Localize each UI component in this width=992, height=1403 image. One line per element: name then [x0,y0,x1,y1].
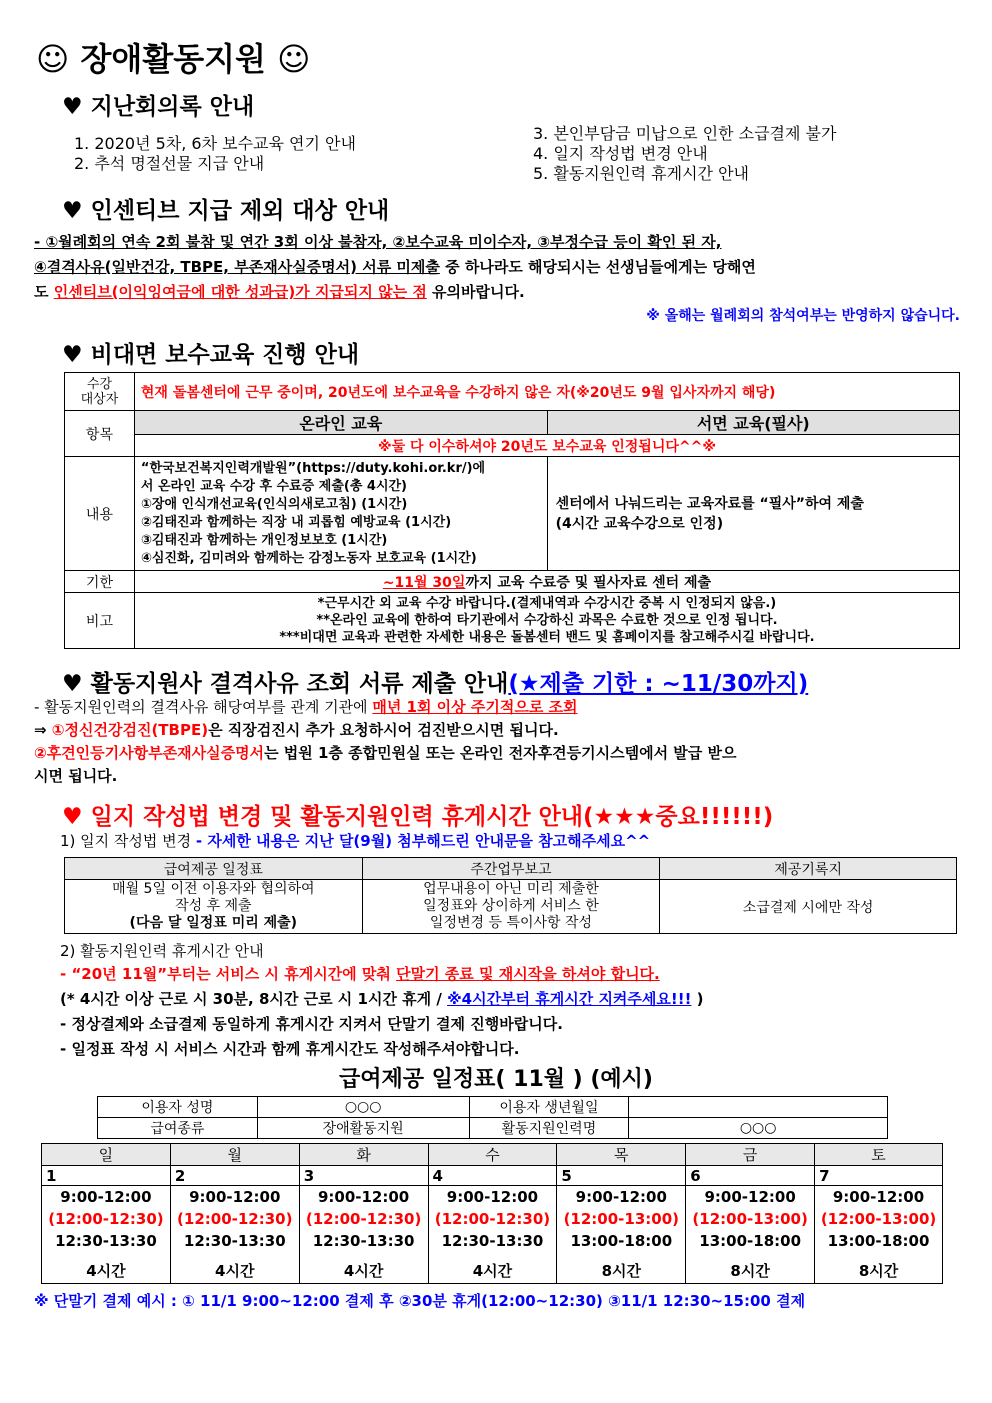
deadline-value: ~11월 30일까지 교육 수료증 및 필사자료 센터 제출 [134,571,959,593]
education-table [64,372,960,649]
rest-bullet-1: - “20년 11월”부터는 서비스 시 휴게시간에 맞춰 단말기 종료 및 재시작을 하셔야 합니다. [60,965,660,983]
logbook-table [64,857,957,934]
info-type-value: 장애활동지원 [257,1118,469,1139]
day-cell: 9:00-12:00 (12:00-13:00) 13:00-18:00 8시간 [686,1186,815,1284]
col-offline: 서면 교육(필사) [547,411,959,435]
weekday-header: 화 [299,1144,428,1166]
notes-value: *근무시간 외 교육 수강 바랍니다.(결제내역과 수강시간 중복 시 인정되지 않음.) **온라인 교육에 한하여 타기관에서 수강하신 과목은 수료한 것으로 인정 됩니다. ***비대면 교육과 관련한 자세한 내용은 돌봄센터 밴드 및 홈페이지를 참고해주시길 바랍니다. [134,593,959,649]
disq-line-1: - 활동지원인력의 결격사유 해당여부를 관계 기관에 매년 1회 이상 주기적으로 조회 [34,698,578,716]
both-required-note: ※둘 다 이수하셔야 20년도 보수교육 인정됩니다^^※ [134,435,959,457]
section-heading-logbook: ♥ 일지 작성법 변경 및 활동지원인력 휴게시간 안내(★★★중요!!!!!!) [62,804,774,830]
logbook-cell-schedule: 매월 5일 이전 이용자와 협의하여 작성 후 제출 (다음 달 일정표 미리 제출) [65,880,363,934]
weekday-header: 금 [686,1144,815,1166]
online-content: “한국보건복지인력개발원”(https://duty.kohi.or.kr/)에 서 온라인 교육 수강 후 수료증 제출(총 4시간) ①장애 인식개선교육(인식의새로고침) (1시간) ②김태진과 함께하는 직장 내 괴롭힘 예방교육 (1시간) ③김태진과 함께하는 개인정보보호 (1시간) ④심진화, 김미려와 함께하는 감정노동자 보호교육 (1시간) [134,457,547,571]
logbook-cell-record: 소급결제 시에만 작성 [660,880,957,934]
col-online: 온라인 교육 [134,411,547,435]
day-cell: 9:00-12:00 (12:00-12:30) 12:30-13:30 4시간 [299,1186,428,1284]
date-number: 5 [557,1166,686,1186]
label-note: 비고 [65,593,135,649]
minutes-item: 3. 본인부담금 미납으로 인한 소급결제 불가 [533,124,837,143]
info-name-label: 이용자 성명 [98,1097,258,1118]
logbook-header: 제공기록지 [660,858,957,880]
schedule-footer-note: ※ 단말기 결제 예시 : ① 11/1 9:00~12:00 결제 후 ②30분 휴게(12:00~12:30) ③11/1 12:30~15:00 결제 [34,1292,806,1310]
logbook-header: 급여제공 일정표 [65,858,363,880]
incentive-paragraph [34,230,960,327]
logbook-header: 주간업무보고 [362,858,660,880]
day-cell: 9:00-12:00 (12:00-12:30) 12:30-13:30 4시간 [170,1186,299,1284]
incentive-line-1: - ①월례회의 연속 2회 불참 및 연간 3회 이상 불참자, ②보수교육 미이수자, ③부정수급 등이 확인 된 자, [34,233,722,251]
section-heading-education: ♥ 비대면 보수교육 진행 안내 [62,342,360,368]
rest-bullet-4: - 일정표 작성 시 서비스 시간과 함께 휴게시간도 작성해주셔야합니다. [60,1040,520,1058]
minutes-item: 2. 추석 명절선물 지급 안내 [74,154,265,173]
minutes-right-list [533,124,836,184]
info-birth-label: 이용자 생년월일 [469,1097,629,1118]
section-heading-incentive: ♥ 인센티브 지급 제외 대상 안내 [62,198,390,224]
date-number: 4 [428,1166,557,1186]
disq-line-3: ②후견인등기사항부존재사실증명서는 법원 1층 종합민원실 또는 온라인 전자후견등기시스템에서 발급 받으 [34,744,737,762]
schedule-info-table [97,1096,888,1139]
incentive-line-2: ④결격사유(일반건강, TBPE, 부존재사실증명서) 서류 미제출 중 하나라도 해당되시는 선생님들에게는 당해연 [34,258,756,276]
info-worker-label: 활동지원인력명 [469,1118,629,1139]
info-name-value: ○○○ [257,1097,469,1118]
date-number: 1 [42,1166,171,1186]
schedule-calendar [41,1143,943,1284]
incentive-note: ※ 올해는 월례회의 참석여부는 반영하지 않습니다. [646,308,960,324]
weekday-header: 월 [170,1144,299,1166]
day-cell: 9:00-12:00 (12:00-12:30) 12:30-13:30 4시간 [42,1186,171,1284]
rest-bullet-3: - 정상결제와 소급결제 동일하게 휴게시간 지켜서 단말기 결제 진행바랍니다. [60,1015,563,1033]
rest-bullet-2: (* 4시간 이상 근로 시 30분, 8시간 근로 시 1시간 휴게 / ※4시간부터 휴게시간 지켜주세요!!! ) [60,990,704,1008]
info-worker-value: ○○○ [629,1118,888,1139]
minutes-item: 4. 일지 작성법 변경 안내 [533,144,708,163]
day-cell: 9:00-12:00 (12:00-13:00) 13:00-18:00 8시간 [815,1186,943,1284]
disq-line-2: ⇒ ①정신건강검진(TBPE)은 직장검진시 추가 요청하시어 검진받으시면 됩니다. [34,721,559,739]
minutes-item: 5. 활동지원인력 휴게시간 안내 [533,164,749,183]
schedule-title: 급여제공 일정표( 11월 ) (예시) [339,1067,653,1092]
date-number: 2 [170,1166,299,1186]
section-heading-disqualification: ♥ 활동지원사 결격사유 조회 서류 제출 안내(★제출 기한 : ~11/30까지) [62,671,809,697]
weekday-header: 수 [428,1144,557,1166]
day-cell: 9:00-12:00 (12:00-13:00) 13:00-18:00 8시간 [557,1186,686,1284]
date-number: 3 [299,1166,428,1186]
info-birth-value [629,1097,888,1118]
label-item: 항목 [65,411,135,457]
day-cell: 9:00-12:00 (12:00-12:30) 12:30-13:30 4시간 [428,1186,557,1284]
logbook-sub1: 1) 일지 작성법 변경 - 자세한 내용은 지난 달(9월) 첨부해드린 안내문을 참고해주세요^^ [60,832,651,850]
disq-line-4: 시면 됩니다. [34,767,118,785]
label-deadline: 기한 [65,571,135,593]
logbook-sub2: 2) 활동지원인력 휴게시간 안내 [60,942,264,960]
page-title: ☺ 장애활동지원 ☺ [36,40,311,78]
incentive-line-3: 도 인센티브(이익잉여금에 대한 성과급)가 지급되지 않는 점 유의바랍니다. [34,283,525,301]
date-number: 6 [686,1166,815,1186]
weekday-header: 일 [42,1144,171,1166]
logbook-cell-weekly: 업무내용이 아닌 미리 제출한 일정표와 상이하게 서비스 한 일정변경 등 특이사항 작성 [362,880,660,934]
target-value: 현재 돌봄센터에 근무 중이며, 20년도에 보수교육을 수강하지 않은 자(※20년도 9월 입사자까지 해당) [134,373,959,411]
weekday-header: 목 [557,1144,686,1166]
minutes-left-list [74,134,356,174]
label-target: 수강 대상자 [65,373,135,411]
label-content: 내용 [65,457,135,571]
info-type-label: 급여종류 [98,1118,258,1139]
rest-bullets [60,962,704,1062]
weekday-header: 토 [815,1144,943,1166]
offline-content: 센터에서 나눠드리는 교육자료를 “필사”하여 제출 (4시간 교육수강으로 인정) [547,457,959,571]
section-heading-minutes: ♥ 지난회의록 안내 [62,94,255,120]
minutes-item: 1. 2020년 5차, 6차 보수교육 연기 안내 [74,134,356,153]
date-number: 7 [815,1166,943,1186]
disqualification-paragraph [34,696,960,788]
